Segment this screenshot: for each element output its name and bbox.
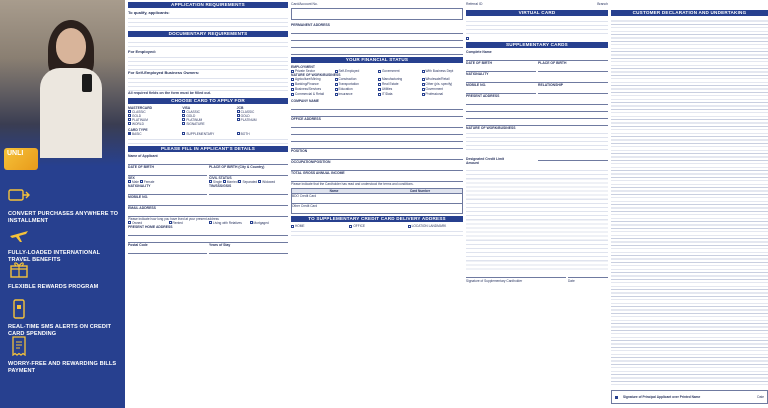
feature-text: REAL-TIME SMS ALERTS ON CREDIT CARD SPENDING bbox=[8, 324, 112, 337]
card-option[interactable]: WORLD bbox=[128, 122, 179, 126]
nature-option[interactable]: Insurance bbox=[335, 92, 377, 96]
card-option[interactable]: GOLD bbox=[237, 114, 288, 118]
emp-government-checkbox[interactable]: Government bbox=[378, 69, 420, 73]
emp-private-checkbox[interactable]: Private Sector bbox=[291, 69, 333, 73]
form-column-4 bbox=[611, 0, 768, 408]
civil-widowed-checkbox[interactable]: Widowed bbox=[258, 180, 275, 184]
virtual-card-checkbox[interactable] bbox=[466, 36, 608, 40]
form-column-3 bbox=[466, 0, 608, 408]
mobile-field[interactable] bbox=[128, 199, 288, 206]
office-address-field-2[interactable] bbox=[291, 128, 463, 135]
eligibility-heading: To qualify, applicants: bbox=[128, 10, 170, 15]
supp-mobile-label: MOBILE NO. bbox=[466, 83, 487, 87]
supplementary-cards-header: SUPPLEMENTARY CARDS bbox=[466, 42, 608, 48]
supp-mobile-field[interactable] bbox=[466, 87, 536, 94]
card-option[interactable]: PLATINUM bbox=[128, 118, 179, 122]
sex-label: SEX bbox=[128, 175, 135, 180]
delivery-office-checkbox[interactable]: OFFICE bbox=[349, 224, 404, 228]
card-swap-icon bbox=[8, 186, 30, 206]
supp-nationality-label: NATIONALITY bbox=[466, 72, 489, 76]
dob-label: DATE OF BIRTH bbox=[128, 164, 154, 169]
position-field[interactable] bbox=[291, 153, 463, 160]
nature-of-work-label: NATURE OF WORK/BUSINESS bbox=[291, 73, 341, 77]
other-card-number-field[interactable] bbox=[378, 204, 462, 213]
woman-figure-illustration bbox=[38, 18, 102, 158]
occupation-label: OCCUPATION/POSITION bbox=[291, 160, 331, 164]
virtual-card-header: VIRTUAL CARD bbox=[466, 10, 608, 16]
delivery-landmark-checkbox[interactable]: LOCATION LANDMARK bbox=[408, 224, 463, 228]
nature-of-work-options bbox=[291, 77, 463, 96]
choose-card-header: CHOOSE CARD TO APPLY FOR bbox=[128, 98, 288, 104]
nature-option[interactable]: Other (pls. specify) bbox=[422, 82, 464, 86]
present-address-field[interactable] bbox=[128, 229, 288, 236]
designated-limit-label: Designated Credit Limit bbox=[466, 157, 505, 161]
form-column-1 bbox=[128, 0, 288, 408]
applicant-name-label: Name of Applicant bbox=[128, 153, 158, 158]
home-status-label: Please indicate how long you have lived at your present address bbox=[128, 216, 219, 221]
civil-married-checkbox[interactable]: Married bbox=[223, 180, 238, 184]
nature-option[interactable]: Banking/Finance bbox=[291, 82, 333, 86]
branch-label: Branch bbox=[597, 2, 608, 6]
promo-panel bbox=[0, 0, 125, 408]
occupation-field[interactable] bbox=[291, 164, 463, 171]
nature-option[interactable]: Business/Services bbox=[291, 87, 333, 91]
mastercard-label: MASTERCARD bbox=[128, 105, 153, 110]
office-address-field-3[interactable] bbox=[291, 135, 463, 142]
delivery-note bbox=[291, 228, 463, 236]
civil-status-label: CIVIL STATUS bbox=[209, 175, 232, 180]
tin-field[interactable] bbox=[209, 188, 288, 195]
income-field[interactable] bbox=[291, 175, 463, 182]
permanent-address-field-3[interactable] bbox=[291, 41, 463, 48]
present-address-label: PRESENT HOME ADDRESS bbox=[128, 224, 173, 229]
supp-pob-field[interactable] bbox=[538, 65, 608, 72]
form-column-2 bbox=[291, 0, 463, 408]
home-relatives-checkbox[interactable]: Living with Relatives bbox=[209, 221, 248, 225]
visa-label: VISA bbox=[182, 105, 191, 110]
card-option[interactable]: SIGNATURE bbox=[182, 122, 233, 126]
civil-single-checkbox[interactable]: Single bbox=[209, 180, 222, 184]
nature-option[interactable]: Real Estate bbox=[378, 82, 420, 86]
delivery-home-checkbox[interactable]: HOME bbox=[291, 224, 346, 228]
for-self-employed-heading: For Self-Employed Business Owners: bbox=[128, 70, 200, 75]
pob-label: PLACE OF BIRTH (City & Country) bbox=[209, 164, 265, 169]
nationality-label: NATIONALITY bbox=[128, 183, 151, 188]
email-label: EMAIL ADDRESS bbox=[128, 205, 156, 210]
card-option[interactable]: GOLD bbox=[128, 114, 179, 118]
customer-declaration-header: CUSTOMER DECLARATION AND UNDERTAKING bbox=[611, 10, 768, 16]
sex-male-checkbox[interactable]: Male bbox=[128, 180, 139, 184]
civil-separated-checkbox[interactable]: Separated bbox=[238, 180, 257, 184]
jcb-label: JCB bbox=[236, 105, 244, 110]
documentary-requirements-header: DOCUMENTARY REQUIREMENTS bbox=[128, 31, 288, 37]
referral-id-label: Referral ID bbox=[466, 2, 483, 6]
nature-option[interactable]: Agriculture/Mining bbox=[291, 77, 333, 81]
supp-nature-options[interactable] bbox=[466, 130, 608, 150]
card-option[interactable]: GOLD bbox=[182, 114, 233, 118]
complete-name-field[interactable] bbox=[466, 54, 608, 61]
card-type-both-checkbox[interactable]: BOTH bbox=[237, 132, 288, 136]
nature-option[interactable]: Education bbox=[335, 87, 377, 91]
company-name-field[interactable] bbox=[291, 103, 463, 110]
feature-installment bbox=[8, 186, 120, 225]
for-self-employed-text bbox=[128, 75, 288, 91]
supp-dob-field[interactable] bbox=[466, 65, 536, 72]
feature-text: FLEXIBLE REWARDS PROGRAM bbox=[8, 284, 99, 290]
home-mortgaged-checkbox[interactable]: Mortgaged bbox=[250, 221, 289, 225]
company-name-label: COMPANY NAME bbox=[291, 99, 319, 103]
all-fields-note: All required fields on the form must be filled out. bbox=[128, 91, 211, 95]
designated-limit-field[interactable] bbox=[538, 154, 608, 161]
card-option[interactable]: PLATINUM bbox=[182, 118, 233, 122]
postal-code-field[interactable] bbox=[128, 247, 207, 254]
mobile-label: MOBILE NO. bbox=[128, 194, 149, 199]
gift-icon bbox=[8, 259, 30, 279]
permanent-address-field-4[interactable] bbox=[291, 48, 463, 55]
applicant-signature-label: Signature of Principal Applicant over Printed Name bbox=[623, 395, 701, 399]
for-employed-heading: For Employed: bbox=[128, 49, 157, 54]
supp-relationship-field[interactable] bbox=[538, 87, 608, 94]
supp-dob-label: DATE OF BIRTH bbox=[466, 61, 492, 65]
supp-nationality-field[interactable] bbox=[466, 76, 608, 83]
for-employed-text bbox=[128, 54, 288, 70]
applicant-name-field[interactable] bbox=[128, 158, 288, 165]
years-of-stay-label: Years of Stay bbox=[209, 242, 231, 247]
account-no-label: Card/Account No. bbox=[291, 2, 318, 6]
eligibility-text bbox=[128, 15, 288, 29]
doc-req-text bbox=[128, 39, 288, 49]
card-option[interactable]: CLASSIC bbox=[182, 110, 233, 114]
nature-option[interactable]: Transportation bbox=[335, 82, 377, 86]
applicant-details-header: PLEASE FILL IN APPLICANT'S DETAILS bbox=[128, 146, 288, 152]
complete-name-label: Complete Name bbox=[466, 50, 492, 54]
table-header-card-number: Card Number bbox=[409, 189, 431, 193]
feature-bills-payment bbox=[8, 336, 120, 375]
feature-sms-alerts bbox=[8, 299, 120, 338]
nature-option[interactable]: Wholesale/Retail bbox=[422, 77, 464, 81]
bdo-card-number-field[interactable] bbox=[378, 194, 462, 203]
emp-self-checkbox[interactable]: Self-Employed bbox=[335, 69, 377, 73]
employment-label: EMPLOYMENT bbox=[291, 65, 315, 69]
nature-option[interactable]: Professional bbox=[422, 92, 464, 96]
tin-label: TIN/SSS/GSIS bbox=[209, 183, 232, 188]
supp-nature-label: NATURE OF WORK/BUSINESS bbox=[466, 126, 516, 130]
supplementary-note: Please indicate that the Cardholder has read and understood the terms and conditions. bbox=[291, 182, 414, 186]
office-address-field[interactable] bbox=[291, 121, 463, 128]
airplane-icon bbox=[8, 225, 30, 245]
card-type-note bbox=[128, 136, 288, 144]
amount-label: Amount bbox=[466, 161, 479, 165]
supp-address-field-2[interactable] bbox=[466, 105, 608, 112]
dob-field[interactable] bbox=[128, 169, 207, 176]
feature-text: CONVERT PURCHASES ANYWHERE TO INSTALLMENT bbox=[8, 211, 119, 224]
office-address-label: OFFICE ADDRESS bbox=[291, 117, 321, 121]
card-option[interactable]: CLASSIC bbox=[237, 110, 288, 114]
feature-text: FULLY-LOADED INTERNATIONAL TRAVEL BENEFITS bbox=[8, 250, 100, 263]
home-rented-checkbox[interactable]: Rented bbox=[169, 221, 208, 225]
virtual-card-text bbox=[466, 18, 608, 36]
card-option[interactable]: CLASSIC bbox=[128, 110, 179, 114]
card-type-supplementary-checkbox[interactable]: SUPPLEMENTARY bbox=[182, 132, 233, 136]
income-label: TOTAL GROSS ANNUAL INCOME bbox=[291, 171, 345, 175]
nationality-field[interactable] bbox=[128, 188, 207, 195]
supp-relationship-label: RELATIONSHIP bbox=[538, 83, 563, 87]
applicant-signature-box[interactable] bbox=[611, 390, 768, 404]
supp-date-line[interactable]: Date bbox=[568, 277, 608, 283]
nature-option[interactable]: Government bbox=[422, 87, 464, 91]
emp-business-checkbox[interactable]: With Business Dept bbox=[422, 69, 464, 73]
card-type-basic-checkbox[interactable]: BASIC bbox=[128, 132, 179, 136]
pob-field[interactable] bbox=[209, 169, 288, 176]
account-no-field[interactable] bbox=[291, 8, 463, 20]
feature-rewards bbox=[8, 259, 120, 291]
table-header-name: Name bbox=[329, 189, 339, 193]
phone-sms-icon bbox=[8, 299, 30, 319]
supp-address-label: PRESENT ADDRESS bbox=[466, 94, 500, 98]
applicant-date-label: Date bbox=[757, 395, 764, 399]
nature-option[interactable]: Commercial & Retail bbox=[291, 92, 333, 96]
application-requirements-header: APPLICATION REQUIREMENTS bbox=[128, 2, 288, 8]
feature-text: WORRY-FREE AND REWARDING BILLS PAYMENT bbox=[8, 361, 117, 374]
home-owned-checkbox[interactable]: Owned bbox=[128, 221, 167, 225]
card-type-label: CARD TYPE bbox=[128, 127, 148, 132]
card-option[interactable]: PLATINUM bbox=[237, 118, 288, 122]
supp-signature-line[interactable]: Signature of Supplementary Cardholder bbox=[466, 277, 566, 283]
company-name-field-2[interactable] bbox=[291, 110, 463, 117]
office-address-field-4[interactable] bbox=[291, 142, 463, 149]
nature-option[interactable]: Manufacturing bbox=[378, 77, 420, 81]
hero-photo bbox=[0, 0, 125, 166]
permanent-address-label: PERMANENT ADDRESS bbox=[291, 23, 330, 27]
financial-status-header: YOUR FINANCIAL STATUS bbox=[291, 57, 463, 63]
supp-address-field-4[interactable] bbox=[466, 119, 608, 126]
supp-address-field[interactable] bbox=[466, 98, 608, 105]
credit-card-table bbox=[291, 188, 463, 214]
present-address-field-2[interactable] bbox=[128, 236, 288, 243]
bdo-credit-card-label: BDO Credit Card bbox=[292, 194, 317, 198]
supp-pob-label: PLACE OF BIRTH bbox=[538, 61, 567, 65]
sex-female-checkbox[interactable]: Female bbox=[140, 180, 155, 184]
delivery-address-header: TO SUPPLEMENTARY CREDIT CARD DELIVERY ADDRESS bbox=[291, 216, 463, 222]
bill-icon bbox=[8, 336, 30, 356]
supp-terms-text bbox=[466, 167, 608, 271]
nature-option[interactable]: Construction bbox=[335, 77, 377, 81]
position-label: POSITION bbox=[291, 149, 308, 153]
supp-address-field-3[interactable] bbox=[466, 112, 608, 119]
nature-option[interactable]: Utilities bbox=[378, 87, 420, 91]
permanent-address-field[interactable] bbox=[291, 27, 463, 34]
other-credit-card-label: Other Credit Card bbox=[292, 204, 318, 208]
postal-code-label: Postal Code bbox=[128, 242, 148, 247]
phone-icon bbox=[82, 74, 92, 92]
permanent-address-field-2[interactable] bbox=[291, 34, 463, 41]
email-field[interactable] bbox=[128, 210, 288, 217]
years-of-stay-field[interactable] bbox=[209, 247, 288, 254]
unli-card-badge: UNLI bbox=[4, 148, 38, 170]
nature-option[interactable]: IT/Data bbox=[378, 92, 420, 96]
declaration-text bbox=[611, 18, 768, 386]
